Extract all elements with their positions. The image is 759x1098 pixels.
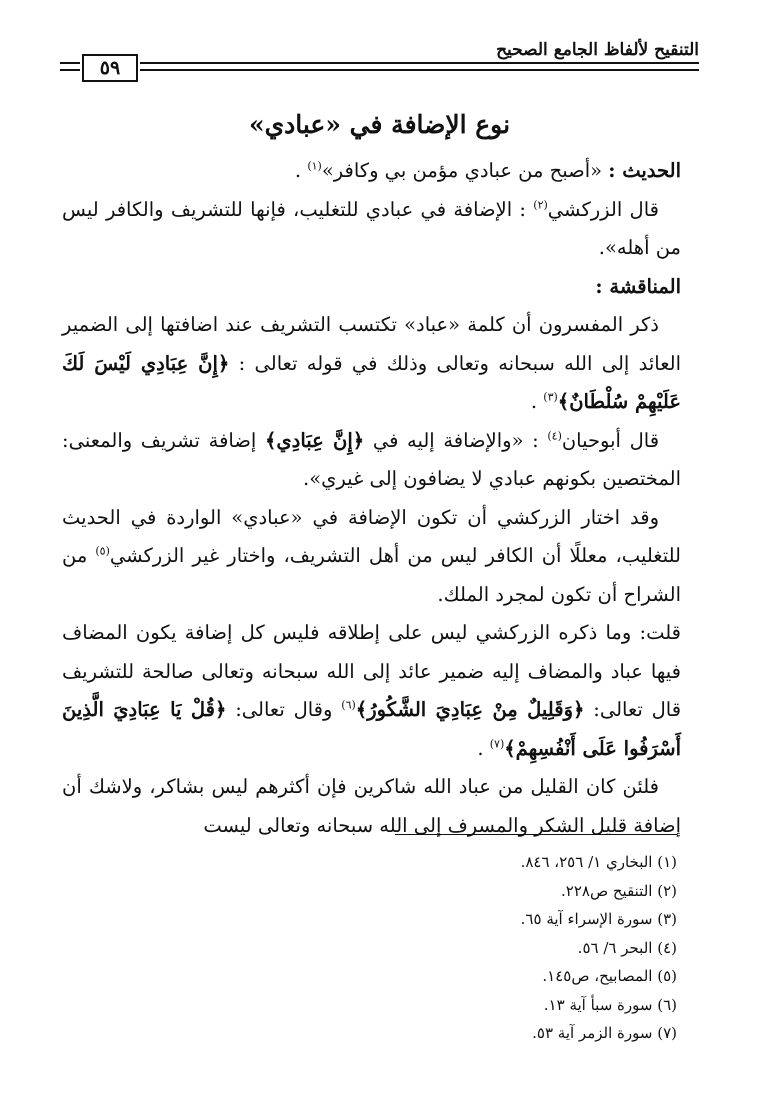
mufassirun-paragraph: [62, 306, 681, 422]
discussion-heading-line: [62, 268, 681, 307]
footnote-divider: [395, 834, 677, 835]
running-header: [60, 36, 699, 84]
discussion-label: المناقشة :: [595, 274, 681, 298]
quran-quote-3: ﴿وَقَلِيلٌ مِنْ عِبَادِيَ الشَّكُورُ﴾: [355, 698, 585, 721]
section-title: نوع الإضافة في «عبادي»: [248, 110, 511, 139]
footnote-ref-1: (١): [307, 159, 322, 173]
footnote-ref-7: (٧): [489, 737, 505, 750]
zarkashi-paragraph: [62, 191, 681, 268]
hadith-paragraph: [62, 152, 681, 191]
quran-quote-1: ﴿إِنَّ عِبَادِي لَيْسَ لَكَ عَلَيْهِمْ سُلْطَانٌ﴾: [62, 351, 681, 413]
period: .: [477, 736, 484, 760]
period: .: [294, 159, 302, 182]
mufassirun-text: ذكر المفسرون أن كلمة «عباد» تكتسب التشريف عند اضافتها إلى الضمير العائد إلى الله سبحانه وتعالى وذلك في قوله تعالى :: [62, 313, 681, 375]
running-title: التنقيح لألفاظ الجامع الصحيح: [496, 40, 699, 60]
qultu-paragraph: [62, 614, 681, 768]
footnote-ref-2: (٢): [533, 198, 548, 211]
abu-hayyan-text-1: قال أبوحيان: [561, 428, 660, 452]
zarkashi-text-2: : الإضافة في عبادي للتغليب، فإنها للتشريف والكافر ليس من أهله».: [62, 197, 681, 259]
abu-hayyan-text-3: إضافة تشريف والمعنى: المختصين بكونهم عبادي لا يضافون إلى غيري».: [62, 428, 681, 490]
qultu-text-2: وقال تعالى:: [235, 698, 333, 721]
quran-quote-4: ﴿قُلْ يَا عِبَادِيَ الَّذِينَ أَسْرَفُوا عَلَى أَنْفُسِهِمْ﴾: [62, 698, 681, 760]
footnote-ref-5: (٥): [95, 544, 110, 558]
hadith-text: «أصبح من عبادي مؤمن بي وكافر»: [321, 159, 603, 182]
hadith-label: الحديث :: [608, 159, 681, 182]
page-number: ٥٩: [82, 54, 138, 82]
footnote-7: (٧) سورة الزمر آية ٥٣.: [532, 1024, 677, 1042]
footnote-ref-4: (٤): [547, 429, 562, 442]
abu-hayyan-text-2: : «والإضافة إليه في: [372, 428, 539, 452]
header-rule-left: [60, 62, 80, 71]
footnote-ref-6: (٦): [341, 698, 356, 712]
choice-text-1: وقد اختار الزركشي أن تكون الإضافة في «عبادي» الواردة في الحديث للتغليب، معللًا أن الكافر ليس من أهل التشريف، واختار غير الزركشي: [62, 505, 681, 567]
header-rule-right: [140, 62, 699, 71]
footnote-1: (١) البخاري ١/ ٢٥٦، ٨٤٦.: [520, 853, 677, 871]
main-text: [62, 152, 681, 845]
footnote-3: (٣) سورة الإسراء آية ٦٥.: [520, 910, 677, 928]
period: .: [530, 390, 538, 413]
footnote-5: (٥) المصابيح، ص١٤٥.: [542, 967, 677, 985]
footnotes: [395, 848, 677, 1048]
qultu-text-1: قلت: وما ذكره الزركشي ليس على إطلاقه فليس كل إضافة يكون المضاف فيها عباد والمضاف إليه ضمير عائد إلى الله سبحانه وتعالى صالحة للتشريف قال تعالى:: [62, 621, 682, 721]
footnote-6: (٦) سورة سبأ آية ١٣.: [543, 995, 677, 1014]
footnote-ref-3: (٣): [543, 390, 558, 404]
choice-text-2: من الشراح أن تكون لمجرد الملك.: [62, 544, 681, 606]
footnote-2: (٢) التنقيح ص٢٢٨.: [561, 881, 677, 900]
footnote-4: (٤) البحر ٦/ ٥٦.: [577, 938, 677, 957]
conclusion-text: فلئن كان القليل من عباد الله شاكرين فإن أكثرهم ليس بشاكر، ولاشك أن إضافة قليل الشكر والمسرف إلى الله سبحانه وتعالى ليست: [62, 775, 681, 837]
quran-quote-2: ﴿إِنَّ عِبَادِي﴾: [264, 428, 365, 452]
zarkashi-text-1: قال الزركشي: [547, 197, 659, 221]
abu-hayyan-paragraph: [62, 422, 681, 499]
choice-paragraph: [62, 499, 681, 615]
